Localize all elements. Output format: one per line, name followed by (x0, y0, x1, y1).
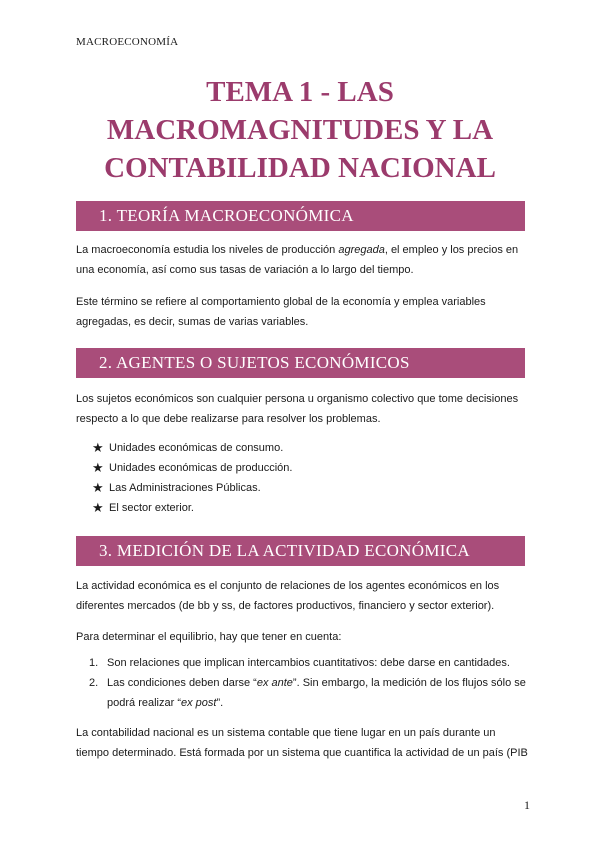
list-number: 2. (89, 677, 99, 689)
paragraph-equilibrio: Para determinar el equilibrio, hay que tener en cuenta: (76, 631, 342, 643)
conditions-list (89, 653, 529, 713)
paragraph-actividad: La actividad económica es el conjunto de relaciones de los agentes económicos en los diferentes mercados (de bb y ss, de factores productivos, financiero y sector exterior). (76, 580, 500, 612)
title-line-3: CONTABILIDAD NACIONAL (104, 152, 496, 184)
list-item (92, 498, 292, 518)
list-item (92, 438, 292, 458)
section-heading-agentes: 2. AGENTES O SUJETOS ECONÓMICOS (76, 348, 525, 378)
title-line-1: TEMA 1 - LAS (206, 76, 394, 108)
list-item (92, 478, 292, 498)
paragraph-termino: Este término se refiere al comportamiento global de la economía y emplea variables agregadas, es decir, sumas de varias variables. (76, 296, 486, 328)
paragraph-macroeconomia (76, 240, 531, 280)
cond2-text-b: ”. Sin embargo, la medición de los flujos sólo se podrá realizar “ (107, 677, 526, 709)
star-icon: ★ (92, 480, 104, 495)
star-icon: ★ (92, 440, 104, 455)
paragraph-sujetos: Los sujetos económicos son cualquier persona u organismo colectivo que tome decisiones respecto a lo que debe realizarse para resolver los problemas. (76, 393, 519, 425)
running-header: MACROECONOMÍA (76, 36, 179, 48)
section-heading-medicion: 3. MEDICIÓN DE LA ACTIVIDAD ECONÓMICA (76, 536, 525, 566)
title-line-2: MACROMAGNITUDES Y LA (106, 114, 494, 146)
list-number: 1. (89, 657, 99, 669)
cond2-text-a: Las condiciones deben darse “ (107, 677, 257, 689)
p1-text-a: La macroeconomía estudia los niveles de producción (76, 244, 339, 256)
list-item-text: Son relaciones que implican intercambios cuantitativos: debe darse en cantidades. (107, 657, 510, 669)
section-heading-teoria: 1. TEORÍA MACROECONÓMICA (76, 201, 525, 231)
paragraph-contabilidad: La contabilidad nacional es un sistema contable que tiene lugar en un país durante un tiempo determinado. Está formada por un sistema que cuantifica la actividad de un país (PIB (76, 727, 528, 759)
p1-italic: agregada (338, 244, 385, 256)
p1-text-b: , el empleo y los precios en una economía, así como sus tasas de variación a lo largo del tiempo. (76, 244, 519, 276)
list-item-text: El sector exterior. (109, 502, 194, 514)
list-item-text: Unidades económicas de consumo. (109, 442, 284, 454)
list-item (89, 653, 529, 673)
list-item (92, 458, 292, 478)
cond2-italic-b: ex post (180, 697, 217, 709)
list-item-text (107, 673, 529, 713)
cond2-italic-a: ex ante (256, 677, 293, 689)
star-icon: ★ (92, 500, 104, 515)
list-item-text: Unidades económicas de producción. (109, 462, 293, 474)
list-item (89, 673, 529, 713)
list-item-text: Las Administraciones Públicas. (109, 482, 261, 494)
document-title (60, 73, 540, 187)
star-icon: ★ (92, 460, 104, 475)
cond2-text-c: ”. (216, 697, 224, 709)
page-number: 1 (524, 798, 530, 812)
agents-list (92, 438, 292, 518)
